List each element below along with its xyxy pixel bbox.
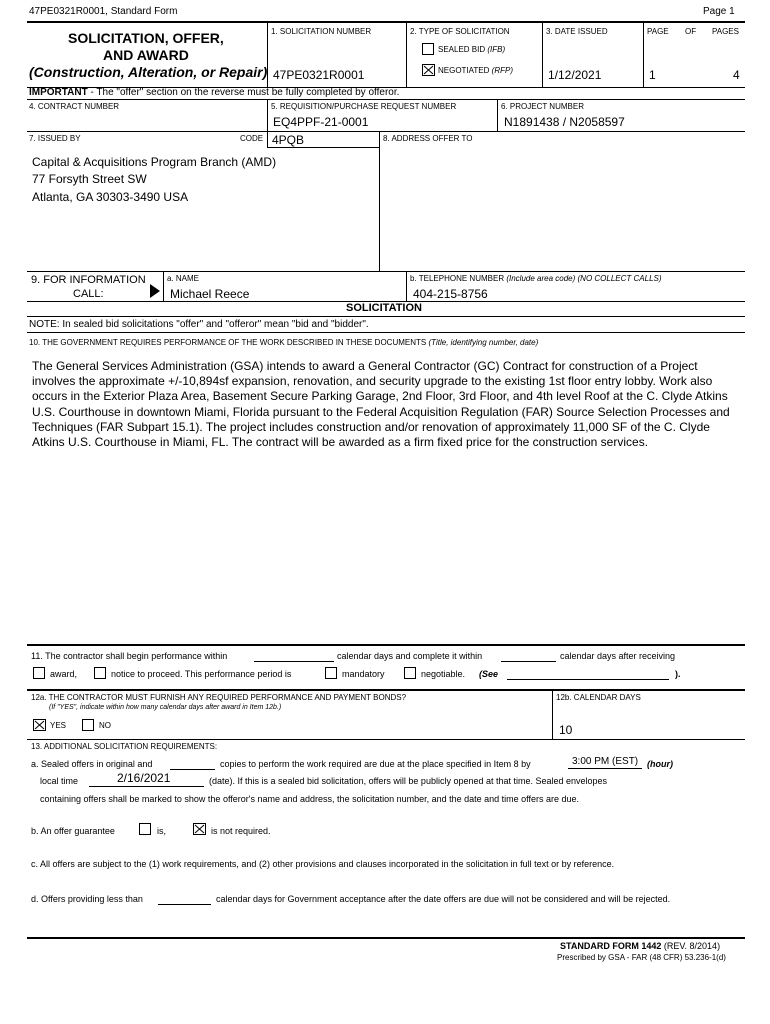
solicitation-number-value[interactable]: 47PE0321R0001 — [273, 68, 365, 82]
calendar-days-value[interactable]: 10 — [559, 723, 573, 737]
prescribed-by: Prescribed by GSA - FAR (48 CFR) 53.236-1(d) — [557, 953, 726, 962]
top-border — [27, 21, 745, 23]
acceptance-days-text1: d. Offers providing less than — [31, 894, 143, 904]
sealed-offers-text3: (date). If this is a sealed bid solicitation, offers will be publicly opened at that time. Sealed envelopes — [209, 776, 608, 786]
complete-days-field[interactable] — [501, 661, 556, 662]
contact-name-label: a. NAME — [167, 274, 200, 283]
guarantee-not-required-checkbox[interactable] — [193, 823, 206, 835]
check-x-icon — [423, 65, 434, 75]
info-call-label-line2: CALL: — [73, 288, 104, 300]
code-label: CODE — [240, 134, 264, 143]
page-number: Page 1 — [703, 6, 735, 17]
see-label: (See — [479, 669, 499, 679]
sealed-bid-note: NOTE: In sealed bid solicitations "offer" and "offeror" mean "bid and "bidder". — [29, 319, 369, 330]
award-checkbox[interactable] — [33, 667, 45, 679]
sealed-offers-text1: a. Sealed offers in original and — [31, 759, 153, 769]
local-time-label: local time — [40, 776, 79, 786]
bonds-yes-checkbox[interactable] — [33, 719, 46, 731]
check-x-icon — [194, 824, 205, 834]
calendar-days-label: 12b. CALENDAR DAYS — [556, 693, 641, 702]
guarantee-is-label: is, — [157, 826, 166, 836]
issued-by-label: 7. ISSUED BY — [29, 134, 81, 143]
form-number: STANDARD FORM 1442 (REV. 8/2014) — [560, 941, 721, 951]
guarantee-not-required-label: is not required. — [211, 826, 271, 836]
info-call-label-line1: 9. FOR INFORMATION — [31, 274, 146, 286]
page-value[interactable]: 1 — [649, 68, 656, 82]
issued-by-address-line2: 77 Forsyth Street SW — [32, 172, 147, 186]
bonds-question-note: (If "YES", indicate within how many calendar days after award in Item 12b.) — [49, 704, 282, 711]
mandatory-checkbox[interactable] — [325, 667, 337, 679]
project-number-label: 6. PROJECT NUMBER — [501, 102, 584, 111]
address-offer-label: 8. ADDRESS OFFER TO — [383, 134, 473, 143]
mandatory-label: mandatory — [342, 669, 385, 679]
date-issued-label: 3. DATE ISSUED — [546, 27, 608, 36]
contract-number-label: 4. CONTRACT NUMBER — [29, 102, 120, 111]
bonds-yes-label: YES — [50, 721, 67, 730]
performance-period-text2: calendar days and complete it within — [337, 651, 483, 661]
work-description-label: 10. THE GOVERNMENT REQUIRES PERFORMANCE OF THE WORK DESCRIBED IN THESE DOCUMENTS (Title, identifying number, date) — [29, 338, 539, 347]
offer-guarantee-text: b. An offer guarantee — [31, 826, 115, 836]
date-issued-value[interactable]: 1/12/2021 — [548, 68, 602, 82]
telephone-label: b. TELEPHONE NUMBER (Include area code) (NO COLLECT CALLS) — [410, 274, 662, 283]
sealed-bid-checkbox[interactable] — [422, 43, 434, 55]
form-title-line2: AND AWARD — [103, 47, 189, 63]
document-reference: 47PE0321R0001, Standard Form — [29, 6, 178, 17]
performance-period-text3: calendar days after receiving — [560, 651, 676, 661]
negotiable-checkbox[interactable] — [404, 667, 416, 679]
solicitation-number-label: 1. SOLICITATION NUMBER — [271, 27, 372, 36]
see-reference-field[interactable] — [507, 679, 669, 680]
work-description-text: The General Services Administration (GSA) intends to award a General Contractor (GC) Contract for construction of a Project involves the approximate +/-10,894sf expansion, renovation, and security upgrade to the existing 1st floor entry lobby. Work also occurs in the Exterior Plaza Area, Basement Secure Parking Garage, 2nd Floor, 3rd Floor, and 4th level Roof at the C. Clyde Atkins U.S. Courthouse in downtown Miami, Florida pursuant to the Federal Acquisition Regulation (FAR) Source Selection Processes and Techniques (FAR Subpart 15.1). The project includes construction and/or renovation of approximately 11,000 SF of the C. Clyde Atkins U.S. Courthouse in Miami, FL. The contract will be awarded as a firm fixed price for the construction services. — [32, 359, 730, 450]
sealed-offers-text2: copies to perform the work required are due at the place specified in Item 8 by — [220, 759, 531, 769]
pages-label: PAGES — [712, 27, 739, 36]
hour-label: (hour) — [647, 759, 673, 769]
begin-days-field[interactable] — [254, 661, 334, 662]
guarantee-is-checkbox[interactable] — [139, 823, 151, 835]
performance-period-text1: 11. The contractor shall begin performance within — [31, 651, 228, 661]
check-x-icon — [34, 720, 45, 730]
negotiated-label: NEGOTIATED (RFP) — [438, 66, 513, 75]
due-time-value[interactable]: 3:00 PM (EST) — [572, 756, 639, 767]
notice-to-proceed-checkbox[interactable] — [94, 667, 106, 679]
award-label: award, — [50, 669, 78, 679]
of-label: OF — [685, 27, 697, 36]
form-title-line3: (Construction, Alteration, or Repair) — [29, 64, 268, 80]
requisition-number-label: 5. REQUISITION/PURCHASE REQUEST NUMBER — [271, 102, 457, 111]
offers-subject-text: c. All offers are subject to the (1) work requirements, and (2) other provisions and clauses incorporated in the solicitation in full text or by reference. — [31, 859, 615, 869]
issued-by-address-line3: Atlanta, GA 30303-3490 USA — [32, 190, 189, 204]
issued-by-address-line1: Capital & Acquisitions Program Branch (AMD) — [32, 155, 277, 169]
form-title-line1: SOLICITATION, OFFER, — [68, 30, 224, 46]
sealed-bid-label: SEALED BID (IFB) — [438, 45, 506, 54]
due-date-value[interactable]: 2/16/2021 — [117, 771, 171, 785]
negotiable-label: negotiable. — [421, 669, 466, 679]
sealed-offers-text4: containing offers shall be marked to show the offeror's name and address, the solicitation number, and the date and time offers are due. — [40, 794, 580, 804]
notice-to-proceed-label: notice to proceed. This performance period is — [111, 669, 292, 679]
important-notice: IMPORTANT - The "offer" section on the reverse must be fully completed by offeror. — [29, 87, 400, 98]
page-label: PAGE — [647, 27, 669, 36]
additional-requirements-label: 13. ADDITIONAL SOLICITATION REQUIREMENTS: — [31, 742, 218, 751]
see-close: ). — [675, 669, 681, 679]
solicitation-heading: SOLICITATION — [346, 302, 422, 314]
solicitation-type-label: 2. TYPE OF SOLICITATION — [410, 27, 510, 36]
contact-name-value[interactable]: Michael Reece — [170, 287, 250, 301]
negotiated-checkbox[interactable] — [422, 64, 435, 76]
telephone-value[interactable]: 404-215-8756 — [413, 287, 488, 301]
acceptance-days-text2: calendar days for Government acceptance after the date offers are due will not be considered and will be rejected. — [216, 894, 671, 904]
code-value[interactable]: 4PQB — [272, 133, 305, 147]
project-number-value[interactable]: N1891438 / N2058597 — [504, 115, 625, 129]
arrow-right-icon — [150, 284, 160, 298]
acceptance-days-field[interactable] — [158, 904, 211, 905]
bonds-question-label: 12a. THE CONTRACTOR MUST FURNISH ANY REQUIRED PERFORMANCE AND PAYMENT BONDS? — [31, 693, 407, 702]
copies-field[interactable] — [170, 769, 215, 770]
bonds-no-checkbox[interactable] — [82, 719, 94, 731]
pages-value[interactable]: 4 — [733, 68, 740, 82]
requisition-number-value[interactable]: EQ4PPF-21-0001 — [273, 115, 369, 129]
bonds-no-label: NO — [99, 721, 111, 730]
